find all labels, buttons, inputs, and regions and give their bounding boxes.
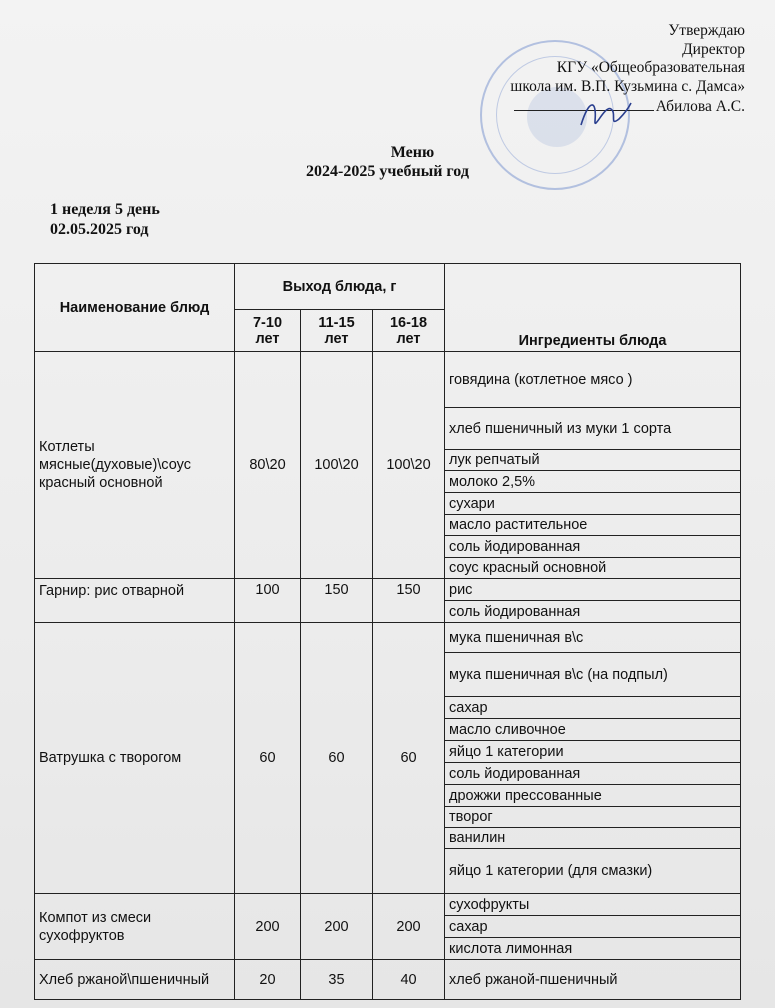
- approval-line-3: КГУ «Общеобразовательная: [556, 59, 745, 76]
- menu-table: [34, 263, 741, 1000]
- handwritten-signature: [575, 95, 635, 135]
- ingredient: масло растительное: [445, 515, 741, 536]
- ingredient: соль йодированная: [445, 763, 741, 785]
- ingredient: яйцо 1 категории (для смазки): [445, 849, 741, 894]
- ingredient: молоко 2,5%: [445, 471, 741, 493]
- ingredient: сахар: [445, 697, 741, 719]
- table-row: [35, 623, 741, 653]
- ingredient: рис: [445, 579, 741, 601]
- dish-output-16-18: 60: [373, 623, 445, 894]
- ingredient: хлеб ржаной-пшеничный: [445, 960, 741, 1000]
- dish-output-11-15: 200: [301, 894, 373, 960]
- dish-output-7-10: 80\20: [235, 352, 301, 579]
- ingredient: хлеб пшеничный из муки 1 сорта: [445, 408, 741, 450]
- table-row: [35, 960, 741, 1000]
- ingredient: масло сливочное: [445, 719, 741, 741]
- dish-output-11-15: 60: [301, 623, 373, 894]
- ingredient: мука пшеничная в\с: [445, 623, 741, 653]
- dish-output-16-18: 100\20: [373, 352, 445, 579]
- menu-date: 02.05.2025 год: [50, 221, 149, 238]
- ingredient: сахар: [445, 916, 741, 938]
- dish-name: Хлеб ржаной\пшеничный: [35, 960, 235, 1000]
- header-dish-name: Наименование блюд: [35, 264, 235, 352]
- ingredient: яйцо 1 категории: [445, 741, 741, 763]
- title-line-2: 2024-2025 учебный год: [306, 163, 469, 180]
- dish-output-7-10: 20: [235, 960, 301, 1000]
- dish-output-7-10: 100: [235, 579, 301, 623]
- header-age-11-15: 11-15 лет: [301, 310, 373, 352]
- ingredient: соус красный основной: [445, 558, 741, 579]
- dish-name: Гарнир: рис отварной: [35, 579, 235, 623]
- dish-output-11-15: 150: [301, 579, 373, 623]
- ingredient: ванилин: [445, 828, 741, 849]
- week-info: [50, 200, 160, 240]
- dish-name: Котлеты мясные(духовые)\соус красный основной: [35, 352, 235, 579]
- approval-line-4: школа им. В.П. Кузьмина с. Дамса»: [510, 77, 745, 95]
- ingredient: сухофрукты: [445, 894, 741, 916]
- dish-output-7-10: 60: [235, 623, 301, 894]
- table-row: [35, 579, 741, 601]
- ingredient: кислота лимонная: [445, 938, 741, 960]
- dish-output-16-18: 200: [373, 894, 445, 960]
- approval-signer: Абилова А.С.: [655, 98, 745, 115]
- ingredient: творог: [445, 807, 741, 828]
- ingredient: дрожжи прессованные: [445, 785, 741, 807]
- dish-name: Ватрушка с творогом: [35, 623, 235, 894]
- header-output: Выход блюда, г: [235, 264, 445, 310]
- ingredient: лук репчатый: [445, 450, 741, 471]
- ingredient: сухари: [445, 493, 741, 515]
- dish-output-11-15: 100\20: [301, 352, 373, 579]
- table-row: [35, 352, 741, 408]
- header-ingredients: Ингредиенты блюда: [445, 264, 741, 352]
- table-row: [35, 894, 741, 916]
- dish-output-16-18: 150: [373, 579, 445, 623]
- approval-line-1: Утверждаю: [668, 22, 745, 39]
- dish-output-11-15: 35: [301, 960, 373, 1000]
- ingredient: мука пшеничная в\с (на подпыл): [445, 653, 741, 697]
- week-day: 1 неделя 5 день: [50, 201, 160, 218]
- dish-name: Компот из смеси сухофруктов: [35, 894, 235, 960]
- dish-output-16-18: 40: [373, 960, 445, 1000]
- title-line-1: Меню: [390, 144, 435, 161]
- ingredient: соль йодированная: [445, 536, 741, 558]
- document-title: [0, 143, 775, 181]
- header-age-16-18: 16-18 лет: [373, 310, 445, 352]
- approval-line-2: Директор: [682, 40, 745, 58]
- dish-output-7-10: 200: [235, 894, 301, 960]
- ingredient: говядина (котлетное мясо ): [445, 352, 741, 408]
- header-age-7-10: 7-10 лет: [235, 310, 301, 352]
- ingredient: соль йодированная: [445, 601, 741, 623]
